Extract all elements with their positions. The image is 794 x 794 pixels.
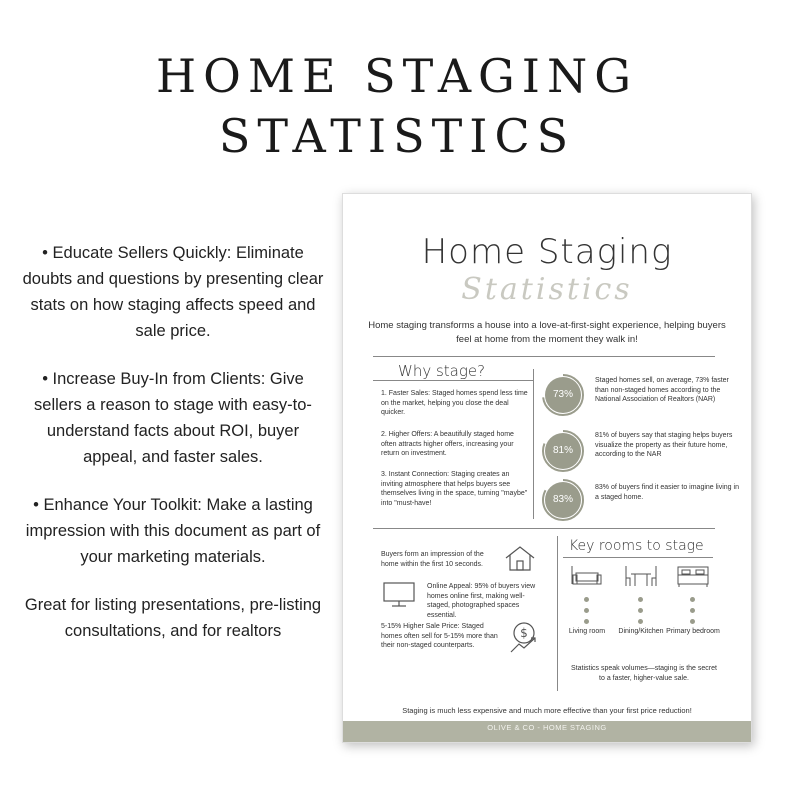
living-dots	[584, 597, 590, 630]
stat-ring-81	[542, 430, 584, 472]
stat-text-73: Staged homes sell, on average, 73% faster than non-staged homes according to the National Association of Realtors (NAR)	[595, 377, 729, 403]
doc-script-title: Statistics	[461, 272, 633, 307]
stat-label-73: 73%	[552, 389, 573, 400]
stats-divider	[533, 369, 534, 519]
fact-sale-price: 5-15% Higher Sale Price: Staged homes often sell for 5-15% more than their non-staged counterparts.	[381, 623, 498, 649]
dollar-growth-icon	[507, 620, 541, 654]
benefit-educate: • Educate Sellers Quickly: Eliminate doubts and questions by presenting clear stats on how staging affects speed and sale price.	[22, 244, 324, 340]
why-underline	[373, 380, 533, 381]
stat-label-81: 81%	[552, 445, 573, 456]
stat-ring-83	[542, 479, 584, 521]
main-title-line1: HOME STAGING	[156, 49, 638, 103]
benefit-usage: Great for listing presentations, pre-listing consultations, and for realtors	[24, 596, 322, 640]
rooms-note: Statistics speak volumes—staging is the secret to a faster, higher-value sale.	[571, 665, 717, 682]
main-title-line2: STATISTICS	[218, 109, 576, 163]
stat-text-83: 83% of buyers find it easier to imagine living in a staged home.	[595, 484, 739, 501]
benefits-list	[18, 240, 328, 666]
doc-footer-text: Staging is much less expensive and much more effective than your first price reduction!	[402, 706, 692, 715]
brand-band: OLIVE & CO - HOME STAGING	[343, 721, 751, 742]
benefit-toolkit: • Enhance Your Toolkit: Make a lasting impression with this document as part of your marketing materials.	[25, 496, 321, 566]
sofa-icon	[570, 564, 604, 590]
bed-icon	[675, 564, 711, 590]
rooms-underline	[563, 557, 713, 558]
divider-top	[373, 356, 715, 357]
stat-ring-73	[542, 374, 584, 416]
dining-dots	[638, 597, 644, 630]
dining-icon	[623, 564, 659, 590]
fact-online-appeal: Online Appeal: 95% of buyers view homes online first, making well-staged, photographed spaces essential.	[427, 583, 536, 619]
why-item-2: 2. Higher Offers: A beautifully staged home often attracts higher offers, increasing your return on investment.	[381, 431, 514, 457]
why-item-1: 1. Faster Sales: Staged homes spend less time on the market, helping you close the deal quicker.	[381, 390, 528, 416]
rooms-divider	[557, 536, 558, 691]
fact-first-impression: Buyers form an impression of the home within the first 10 seconds.	[381, 551, 484, 568]
monitor-icon	[383, 582, 415, 608]
svg-text:$: $	[520, 626, 528, 640]
why-stage-heading: Why stage?	[398, 362, 486, 380]
house-icon	[503, 544, 537, 572]
room-dining: Dining/Kitchen	[618, 628, 664, 635]
divider-middle	[373, 528, 715, 529]
key-rooms-heading: Key rooms to stage	[569, 538, 704, 554]
bedroom-dots	[690, 597, 696, 630]
benefit-buy-in: • Increase Buy-In from Clients: Give sellers a reason to stage with easy-to-understand facts about ROI, buyer appeal, and faster sales.	[34, 370, 312, 466]
stat-text-81: 81% of buyers say that staging helps buyers visualize the property as their future home, according to the NAR	[595, 432, 733, 458]
room-bedroom: Primary bedroom	[666, 628, 720, 635]
document-preview	[342, 193, 752, 743]
why-item-3: 3. Instant Connection: Staging creates an inviting atmosphere that helps buyers see themselves living in the space, turning "maybe" into "must-have!	[381, 471, 528, 507]
stat-label-83: 83%	[552, 494, 573, 505]
doc-title: Home Staging	[421, 232, 673, 272]
doc-intro: Home staging transforms a house into a love-at-first-sight experience, helping buyers feel at home from the moment they walk in!	[368, 320, 726, 345]
room-living: Living room	[568, 628, 606, 635]
